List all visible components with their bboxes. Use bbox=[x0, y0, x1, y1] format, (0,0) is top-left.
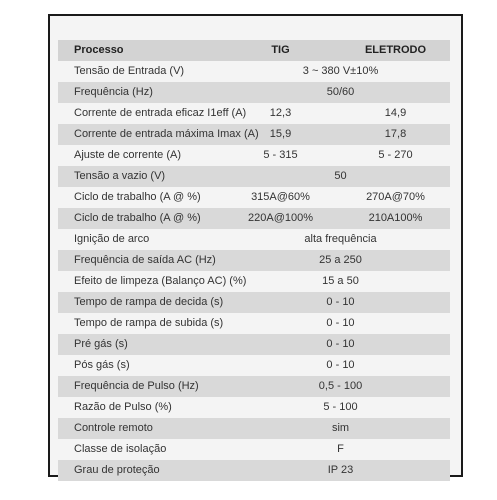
row-value: 0 - 10 bbox=[326, 296, 355, 308]
table-row bbox=[58, 334, 450, 355]
row-value: 0 - 10 bbox=[326, 359, 355, 371]
row-value: 15 a 50 bbox=[322, 275, 359, 287]
table-header bbox=[58, 40, 450, 61]
row-value: 50 bbox=[334, 170, 347, 182]
header-eletrodo: ELETRODO bbox=[364, 44, 427, 56]
row-value: 50/60 bbox=[326, 86, 355, 98]
row-value: sim bbox=[331, 422, 350, 434]
table-row bbox=[58, 313, 450, 334]
row-value: alta frequência bbox=[304, 233, 377, 245]
row-label: Classe de isolação bbox=[74, 443, 167, 455]
row-value: 0 - 10 bbox=[326, 317, 355, 329]
row-label: Pós gás (s) bbox=[74, 359, 130, 371]
table-row bbox=[58, 187, 450, 208]
row-label: Ciclo de trabalho (A @ %) bbox=[74, 191, 201, 203]
row-value: 25 a 250 bbox=[319, 254, 362, 266]
row-tig-value: 15,9 bbox=[269, 128, 292, 140]
row-tig-value: 315A@60% bbox=[251, 191, 310, 203]
table-row bbox=[58, 145, 450, 166]
header-tig: TIG bbox=[271, 44, 290, 56]
row-value: 5 - 100 bbox=[323, 401, 358, 413]
row-tig-value: 220A@100% bbox=[248, 212, 313, 224]
table-row bbox=[58, 418, 450, 439]
row-label: Frequência de Pulso (Hz) bbox=[74, 380, 199, 392]
row-label: Controle remoto bbox=[74, 422, 153, 434]
table-row bbox=[58, 460, 450, 481]
row-eletrodo-value: 5 - 270 bbox=[378, 149, 413, 161]
table-row bbox=[58, 208, 450, 229]
row-tig-value: 5 - 315 bbox=[263, 149, 298, 161]
row-label: Corrente de entrada eficaz I1eff (A) bbox=[74, 107, 247, 119]
table-row bbox=[58, 82, 450, 103]
row-label: Tensão de Entrada (V) bbox=[74, 65, 185, 77]
table-row bbox=[58, 124, 450, 145]
row-label: Grau de proteção bbox=[74, 464, 160, 476]
row-label: Corrente de entrada máxima Imax (A) bbox=[74, 128, 259, 140]
row-label: Tempo de rampa de decida (s) bbox=[74, 296, 224, 308]
row-value: 0,5 - 100 bbox=[318, 380, 363, 392]
row-value: 0 - 10 bbox=[326, 338, 355, 350]
table-row bbox=[58, 61, 450, 82]
row-eletrodo-value: 17,8 bbox=[384, 128, 407, 140]
row-label: Ajuste de corrente (A) bbox=[74, 149, 181, 161]
table-row bbox=[58, 250, 450, 271]
table-row bbox=[58, 103, 450, 124]
table-row bbox=[58, 376, 450, 397]
row-eletrodo-value: 270A@70% bbox=[366, 191, 425, 203]
spec-table bbox=[58, 40, 450, 481]
row-eletrodo-value: 14,9 bbox=[384, 107, 407, 119]
row-label: Ciclo de trabalho (A @ %) bbox=[74, 212, 201, 224]
row-label: Efeito de limpeza (Balanço AC) (%) bbox=[74, 275, 247, 287]
table-row bbox=[58, 397, 450, 418]
row-label: Frequência (Hz) bbox=[74, 86, 153, 98]
row-eletrodo-value: 210A100% bbox=[368, 212, 423, 224]
row-tig-value: 12,3 bbox=[269, 107, 292, 119]
row-label: Tensão a vazio (V) bbox=[74, 170, 166, 182]
table-row bbox=[58, 292, 450, 313]
table-row bbox=[58, 166, 450, 187]
table-row bbox=[58, 439, 450, 460]
table-row bbox=[58, 229, 450, 250]
row-value: 3 ~ 380 V±10% bbox=[302, 65, 379, 77]
row-label: Tempo de rampa de subida (s) bbox=[74, 317, 224, 329]
row-label: Razão de Pulso (%) bbox=[74, 401, 172, 413]
row-value: IP 23 bbox=[327, 464, 354, 476]
row-value: F bbox=[337, 443, 344, 455]
table-row bbox=[58, 271, 450, 292]
row-label: Pré gás (s) bbox=[74, 338, 128, 350]
row-label: Ignição de arco bbox=[74, 233, 150, 245]
row-label: Frequência de saída AC (Hz) bbox=[74, 254, 216, 266]
header-process: Processo bbox=[74, 44, 124, 56]
table-row bbox=[58, 355, 450, 376]
